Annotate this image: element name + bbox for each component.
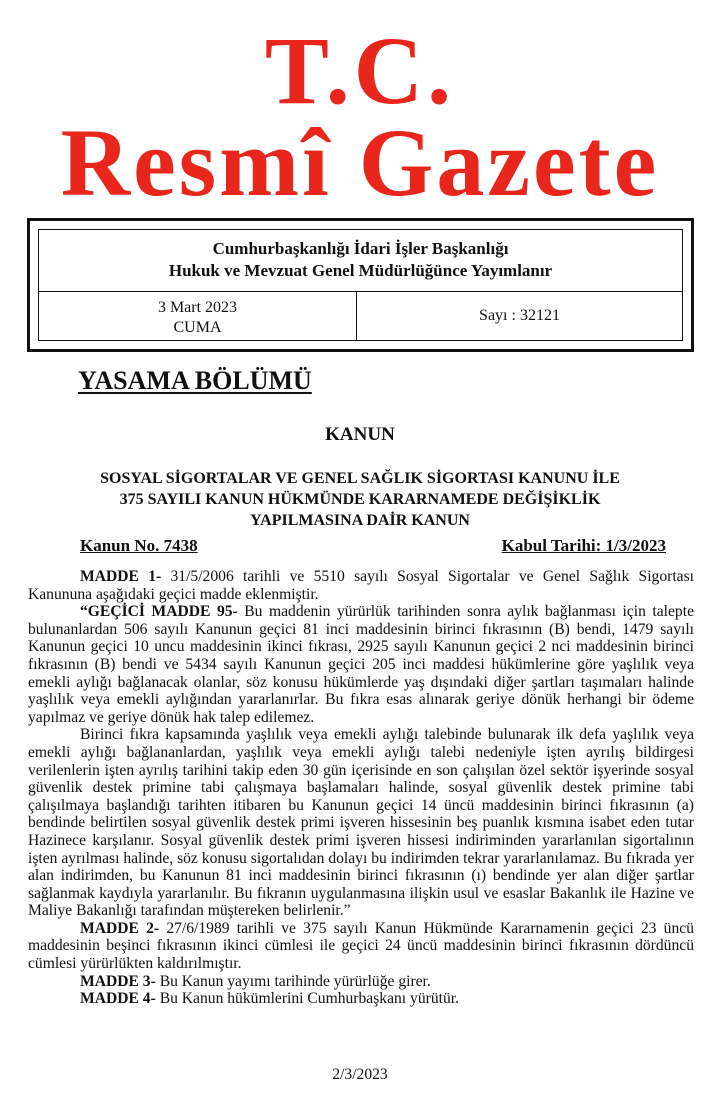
masthead-resmi-gazete: Resmî Gazete [60,109,660,216]
publisher-line-1: Cumhurbaşkanlığı İdari İşler Başkanlığı [212,239,509,258]
issue-date-cell [39,292,357,340]
article-4-text: Bu Kanun hükümlerini Cumhurbaşkanı yürütür. [155,990,459,1008]
article-1-text: 31/5/2006 tarihli ve 5510 sayılı Sosyal Sigortalar ve Genel Sağlık Sigortası Kanununa aşağıdaki geçici madde eklenmiştir. [28,568,695,603]
provisional-article-95 [28,603,694,726]
article-2-label: MADDE 2- [80,919,160,937]
law-title-line-3: YAPILMASINA DAİR KANUN [250,512,470,529]
article-2 [28,920,694,973]
issue-number: Sayı : 32121 [479,307,560,324]
doc-type: KANUN [325,424,395,445]
law-title [40,468,680,531]
article-3-label: MADDE 3- [80,972,156,990]
provisional-article-95-text: Bu maddenin yürürlük tarihinden sonra aylık bağlanması için talepte bulunanlardan 506 sayılı Kanunun geçici 81 inci maddesinin birinci fıkrasının (B) bendi, 1479 sayılı Kanunun geçici 10 uncu maddesinin ikinci fıkrası, 2925 sayılı Kanunun geçici 2 nci maddesinin birinci fıkrasının (B) bendi ve 5434 sayılı Kanunun geçici 205 inci maddesi hükümlerine göre yaşlılık veya emekli aylığı bağlanacak olanlar, söz konusu hükümlerde yaş dışındaki diğer şartları taşımaları halinde yaşlılık veya emekli aylığından yararlanırlar. Bu fıkra esas alınarak geriye dönük herhangi bir ödeme yapılmaz ve geriye dönük hak talep edilemez. [28,603,694,726]
acceptance-date: Kabul Tarihi: 1/3/2023 [501,536,666,555]
article-3-text: Bu Kanun yayımı tarihinde yürürlüğe girer. [155,972,431,990]
article-3 [28,973,694,991]
publisher-line-2: Hukuk ve Mevzuat Genel Müdürlüğünce Yayımlanır [168,261,553,280]
issue-date: 3 Mart 2023 [157,299,238,316]
provisional-article-95-label: “GEÇİCİ MADDE 95- [80,603,238,621]
article-1-label: MADDE 1- [80,568,162,585]
article-4 [28,990,694,1008]
article-2-text: 27/6/1989 tarihli ve 375 sayılı Kanun Hükmünde Kararnamenin geçici 23 üncü maddesinin beşinci fıkrasının ikinci cümlesi ile geçici 24 üncü maddesinin birinci fıkrasının dördüncü cümlesi yürürlükten kaldırılmıştır. [28,919,694,973]
article-4-label: MADDE 4- [80,990,156,1008]
publisher-box [27,218,694,352]
provisional-article-95-paragraph-2: Birinci fıkra kapsamında yaşlılık veya emekli aylığı talebinde bulunarak ilk defa yaşlılık veya emekli aylığı bağlananlardan, yaşlılık veya emekli aylığı talebi nedeniyle işten ayrılış bildirgesi verilenlerin işten ayrılış tarihini takip eden 30 gün içerisinde en son çalışılan özel sektör işyerinde sosyal güvenlik destek primine tabi çalışmaya başlamaları halinde, sosyal güvenlik destek primine tabi çalışılmaya başlandığı tarihten itibaren bu Kanunun geçici 14 üncü maddesinin birinci fıkrasının (a) bendinde belirtilen sosyal güvenlik destek primi işveren hissesinin beş puanlık kısmına isabet eden tutar Hazinece karşılanır. Sosyal güvenlik destek primi işveren hissesi indiriminden yararlanılan sigortalının işten ayrılması halinde, söz konusu sigortalıdan dolayı bu indirimden tekrar yararlanılamaz. Bu fıkrada yer alan indirimden, bu Kanunun 81 inci maddesinin birinci fıkrasının (ı) bendinde yer alan diğer şartlar sağlanmak kaydıyla yararlanılır. Bu fıkranın uygulanmasına ilişkin usul ve esaslar Bakanlık ile Hazine ve Maliye Bakanlığı tarafından müştereken belirlenir.” [28,726,694,920]
publisher-info [39,230,682,292]
issue-number-cell [357,292,682,340]
section-title: YASAMA BÖLÜMÜ [78,366,312,395]
article-1 [28,568,694,603]
signature-date: 2/3/2023 [332,1066,388,1083]
law-number: Kanun No. 7438 [80,536,198,555]
issue-day: CUMA [173,319,222,336]
masthead-tc: T.C. [264,17,456,124]
law-body [28,568,694,1008]
law-title-line-2: 375 SAYILI KANUN HÜKMÜNDE KARARNAMEDE DEĞİŞİKLİK [119,491,601,508]
law-title-line-1: SOSYAL SİGORTALAR VE GENEL SAĞLIK SİGORTASI KANUNU İLE [100,470,620,487]
